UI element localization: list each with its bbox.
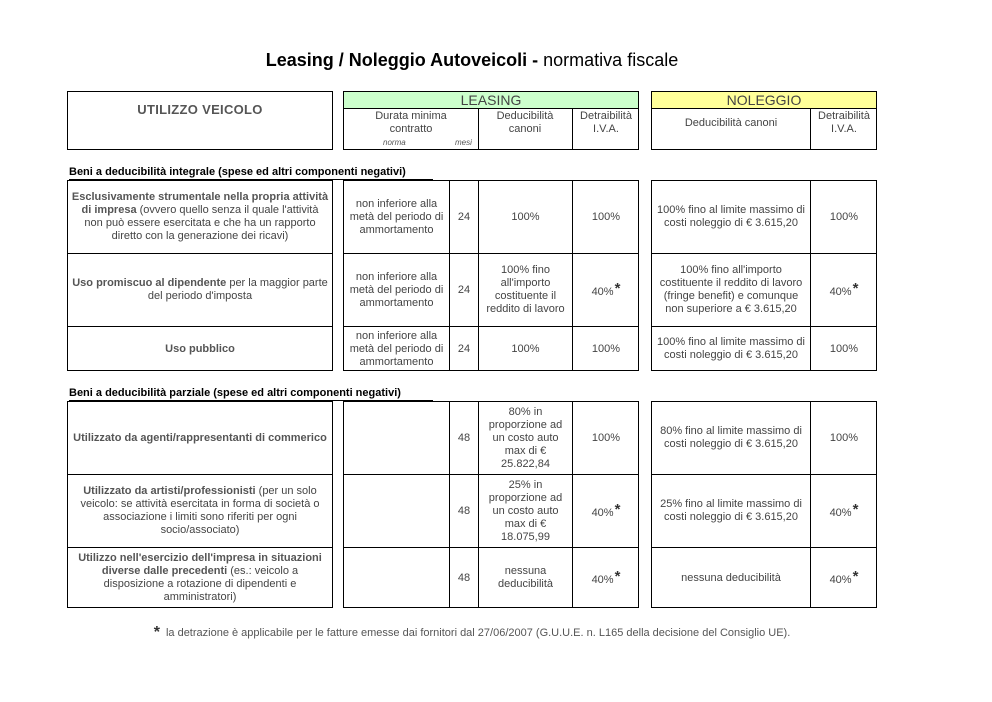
cell-ded-leasing: 100% [511, 210, 540, 223]
footnote [0, 624, 944, 642]
page-title [0, 50, 944, 71]
cell-norma: non inferiore alla metà del periodo di ammortamento [349, 329, 444, 368]
cell-iva-noleggio: 40%* [829, 279, 859, 298]
star-mark: * [852, 279, 859, 297]
header-deducibilita-noleggio: Deducibilità canoni [684, 117, 778, 129]
star-mark: * [614, 500, 621, 518]
table-row-label: Utilizzato da agenti/rappresentanti di commerico [73, 431, 327, 444]
cell-iva-leasing: 40%* [591, 567, 621, 586]
cell-mesi: 48 [457, 571, 471, 584]
cell-iva-noleggio: 100% [829, 342, 859, 355]
header-norma: norma [383, 138, 406, 147]
cell-ded-leasing: nessuna deducibilità [497, 565, 554, 590]
cell-mesi: 24 [457, 210, 471, 223]
header-noleggio-band: NOLEGGIO [651, 91, 877, 109]
header-durata: Durata minima contratto [375, 110, 447, 135]
table-row-label: Esclusivamente strumentale nella propria attività di impresa (ovvero quello senza il quale l'attività non può essere esercitata e che ha un rapporto diretto con la generazione dei ricavi) [71, 191, 329, 242]
table-row-label: Uso promiscuo al dipendente per la maggior parte del periodo d'imposta [72, 277, 328, 302]
cell-iva-noleggio: 40%* [829, 500, 859, 519]
table-row-label: Utilizzo nell'esercizio dell'impresa in situazioni diverse dalle precedenti (es.: veicolo a disposizione a rotazione di dipendenti e amministratori) [78, 552, 322, 603]
cell-norma: non inferiore alla metà del periodo di ammortamento [349, 270, 444, 309]
header-iva-noleggio: Detraibilità I.V.A. [818, 110, 870, 135]
header-deducibilita-leasing: Deducibilità canoni [496, 110, 554, 135]
star-mark: * [614, 567, 621, 585]
table-row-label: Uso pubblico [165, 342, 235, 355]
header-utilizzo-label: UTILIZZO VEICOLO [137, 102, 263, 117]
cell-norma [344, 475, 449, 547]
cell-mesi: 48 [457, 504, 471, 517]
cell-ded-noleggio: 100% fino al limite massimo di costi noleggio di € 3.615,20 [657, 336, 805, 361]
star-mark: * [852, 500, 859, 518]
cell-ded-noleggio: 100% fino al limite massimo di costi noleggio di € 3.615,20 [657, 204, 805, 229]
cell-ded-noleggio: 80% fino al limite massimo di costi noleggio di € 3.615,20 [660, 425, 802, 450]
star-mark: * [614, 279, 621, 297]
section-parziale-title: Beni a deducibilità parziale (spese ed altri componenti negativi) [69, 387, 401, 399]
cell-iva-leasing: 40%* [591, 500, 621, 519]
header-mesi: mesi [455, 138, 472, 147]
cell-mesi: 48 [457, 431, 471, 444]
table-row-label: Utilizzato da artisti/professionisti (per un solo veicolo: se attività esercitata in forma di società o associazione i limiti sono riferiti per ogni socio/associato) [80, 485, 320, 536]
header-utilizzo-veicolo [67, 91, 333, 150]
cell-norma [344, 402, 449, 474]
cell-mesi: 24 [457, 283, 471, 296]
star-mark: * [852, 567, 859, 585]
cell-iva-noleggio: 40%* [829, 567, 859, 586]
cell-ded-noleggio: 100% fino all'importo costituente il reddito di lavoro (fringe benefit) e comunque non superiore a € 3.615,20 [659, 264, 803, 315]
cell-iva-leasing: 100% [591, 431, 621, 444]
cell-mesi: 24 [457, 342, 471, 355]
cell-iva-leasing: 100% [591, 342, 621, 355]
header-iva-leasing: Detraibilità I.V.A. [580, 110, 632, 135]
title-bold: Leasing / Noleggio Autoveicoli - [265, 50, 539, 70]
title-normal: normativa fiscale [543, 50, 679, 70]
cell-norma: non inferiore alla metà del periodo di ammortamento [349, 197, 444, 236]
footnote-star: * [153, 624, 160, 641]
section-integrale-title: Beni a deducibilità integrale (spese ed altri componenti negativi) [69, 166, 406, 178]
cell-ded-leasing: 100% fino all'importo costituente il reddito di lavoro [486, 264, 565, 315]
cell-ded-noleggio: 25% fino al limite massimo di costi noleggio di € 3.615,20 [660, 498, 802, 523]
cell-iva-noleggio: 100% [829, 431, 859, 444]
header-leasing-band: LEASING [343, 91, 639, 109]
cell-ded-leasing: 25% in proporzione ad un costo auto max di € 18.075,99 [488, 478, 563, 543]
cell-iva-leasing: 40%* [591, 279, 621, 298]
cell-ded-noleggio: nessuna deducibilità [681, 571, 781, 584]
cell-ded-leasing: 80% in proporzione ad un costo auto max di € 25.822,84 [488, 405, 563, 470]
cell-iva-noleggio: 100% [829, 210, 859, 223]
footnote-text: la detrazione è applicabile per le fatture emesse dai fornitori dal 27/06/2007 (G.U.U.E. n. L165 della decisione del Consiglio UE). [165, 627, 791, 639]
cell-iva-leasing: 100% [591, 210, 621, 223]
cell-ded-leasing: 100% [511, 342, 540, 355]
cell-norma [344, 548, 449, 608]
